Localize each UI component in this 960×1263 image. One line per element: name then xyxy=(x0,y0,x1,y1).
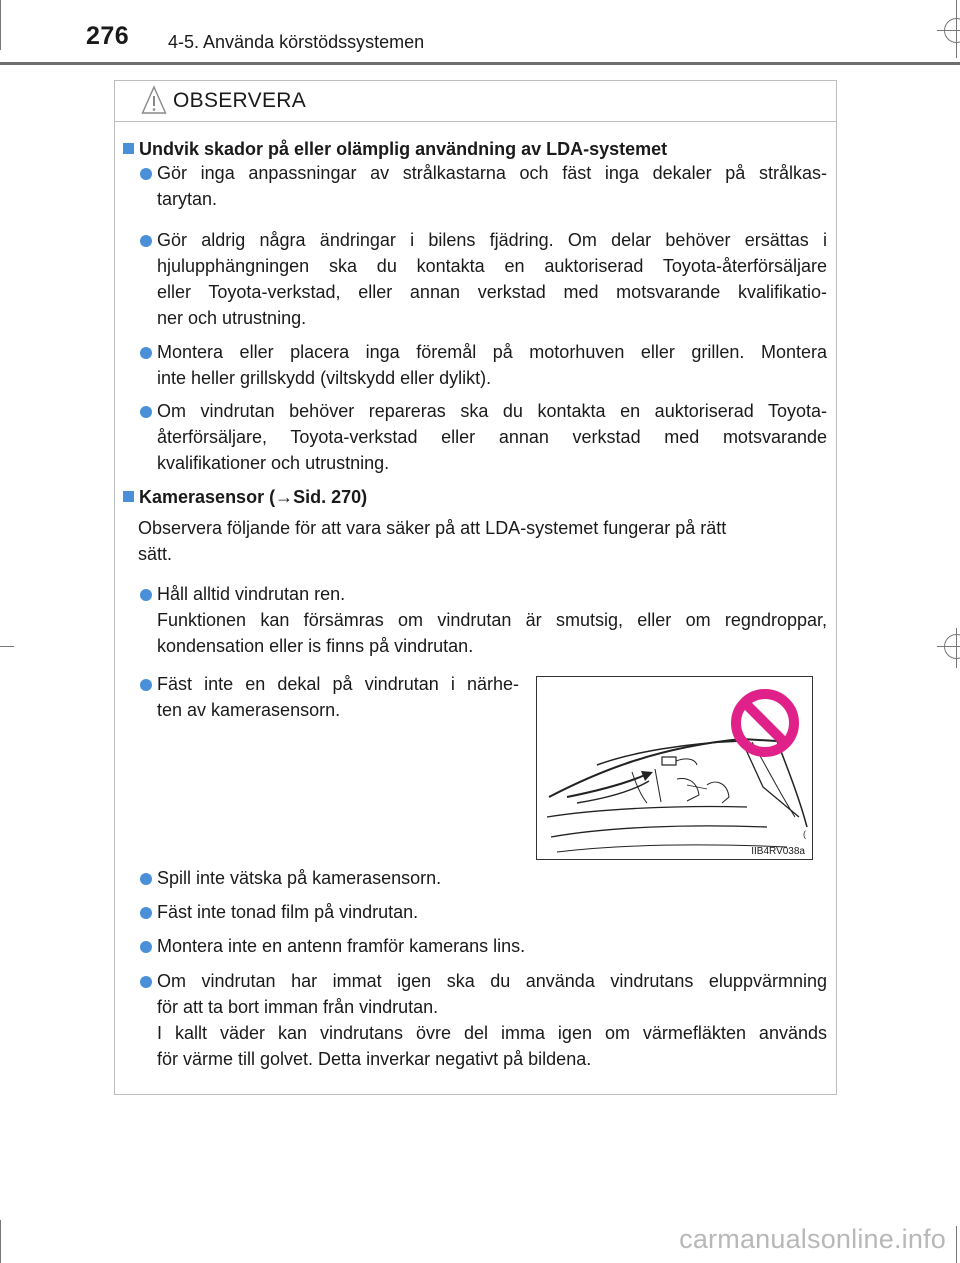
list-item: Spill inte vätska på kamerasensorn. xyxy=(157,868,442,888)
camera-sensor-figure xyxy=(536,676,813,860)
bullet-dot-icon xyxy=(140,873,152,885)
bullet-dot-icon xyxy=(140,976,152,988)
list-item: Fäst inte en dekal på vindrutan i närhe- ten av kamerasensorn. xyxy=(157,674,519,720)
bullet-dot-icon xyxy=(140,907,152,919)
list-item: Om vindrutan behöver repareras ska du kontakta en auktoriserad Toyota- återförsäljare, Toyota-verkstad eller annan verkstad med motsvarande kvalifikationer och utrustning. xyxy=(157,401,827,473)
notice-label: OBSERVERA xyxy=(173,89,307,112)
camera-intro: Observera följande för att vara säker på att LDA-systemet fungerar på rätt sätt. xyxy=(138,518,727,564)
watermark: carmanualsonline.info xyxy=(679,1224,946,1254)
bullet-dot-icon xyxy=(140,168,152,180)
bullet-dot-icon xyxy=(140,589,152,601)
bullet-dot-icon xyxy=(140,941,152,953)
bullet-dot-icon xyxy=(140,347,152,359)
list-item: Gör inga anpassningar av strålkastarna och fäst inga dekaler på strålkas- tarytan. xyxy=(157,163,827,209)
list-item: Montera inte en antenn framför kamerans lins. xyxy=(157,936,526,956)
square-bullet-icon xyxy=(123,143,134,154)
page-number: 276 xyxy=(86,22,130,50)
warning-triangle-icon xyxy=(141,85,167,115)
section-heading-lda: Undvik skador på eller olämplig användning av LDA-systemet xyxy=(123,136,667,162)
windshield-illustration xyxy=(537,677,812,859)
prohibited-sign-icon xyxy=(736,694,794,752)
bullet-dot-icon xyxy=(140,406,152,418)
notice-header xyxy=(115,81,836,122)
page-reference-link[interactable]: Sid. 270) xyxy=(293,487,368,507)
arrow-right-icon: → xyxy=(275,487,294,507)
section-title: 4-5. Använda körstödssystemen xyxy=(168,32,425,52)
svg-text:(: ( xyxy=(803,829,806,839)
list-item: Fäst inte tonad film på vindrutan. xyxy=(157,902,419,922)
square-bullet-icon xyxy=(123,491,134,502)
header-rule xyxy=(0,62,960,65)
section-heading-camera: Kamerasensor (→Sid. 270) xyxy=(123,484,367,510)
bullet-dot-icon xyxy=(140,679,152,691)
list-item: Montera eller placera inga föremål på motorhuven eller grillen. Montera inte heller grillskydd (viltskydd eller dylikt). xyxy=(157,342,827,388)
bullet-dot-icon xyxy=(140,235,152,247)
list-item: Om vindrutan har immat igen ska du använda vindrutans eluppvärmning för att ta bort imman från vindrutan. I kallt väder kan vindrutans övre del imma igen om värmefläkten används för värme till golvet. Detta inverkar negativt på bildena. xyxy=(157,971,827,1069)
list-item: Håll alltid vindrutan ren. Funktionen kan försämras om vindrutan är smutsig, eller om regndroppar, kondensation eller is finns på vindrutan. xyxy=(157,584,827,656)
list-item: Gör aldrig några ändringar i bilens fjädring. Om delar behöver ersättas i hjulupphängningen ska du kontakta en auktoriserad Toyota-återförsäljare eller Toyota-verkstad, eller annan verkstad med motsvarande kvalifikatio- ner och utrustning. xyxy=(157,230,827,328)
figure-id: IIB4RV038a xyxy=(751,846,805,857)
